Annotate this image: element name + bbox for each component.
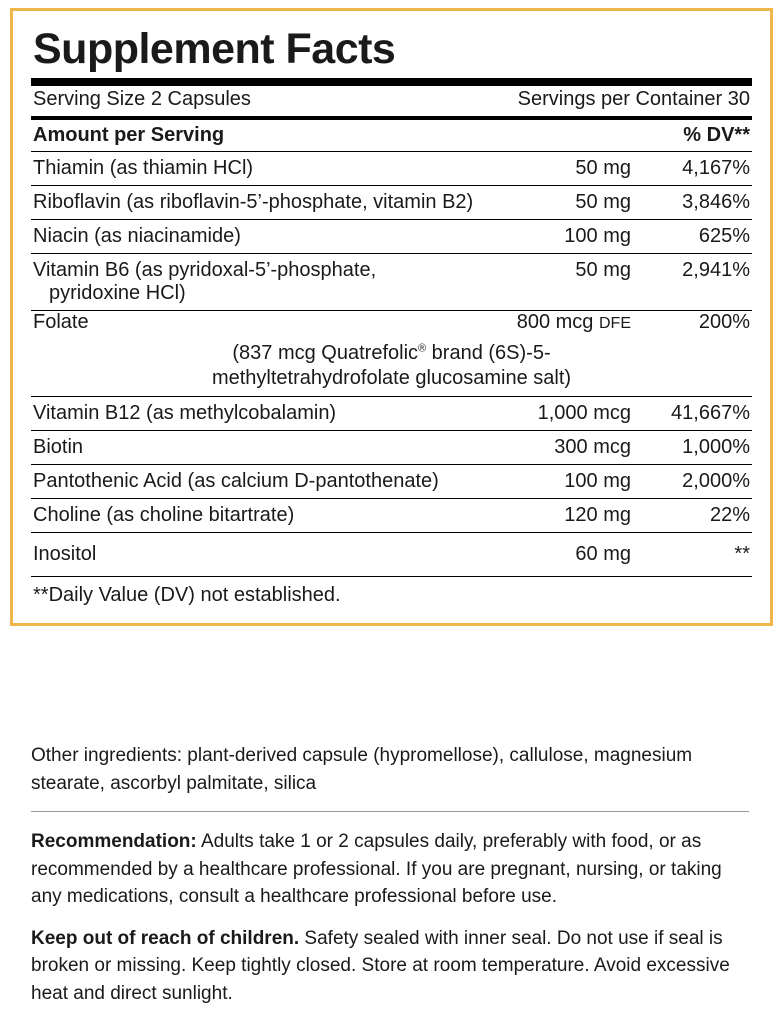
folate-note-line2: methyltetrahydrofolate glucosamine salt) (211, 367, 572, 390)
warning-paragraph (31, 925, 753, 1008)
folate-source-note (31, 336, 752, 397)
table-row (31, 311, 752, 337)
nutrient-name: Biotin (31, 431, 479, 465)
nutrient-dv: 625% (633, 220, 752, 254)
warning-text: Safety sealed with inner seal. Do not use if seal is broken or missing. Keep tightly closed. Store at room temperature. Avoid excessive heat and direct sunlight. (31, 927, 730, 1004)
table-row (31, 152, 752, 186)
nutrient-amount: 50 mg (479, 254, 633, 311)
nutrient-amount: 120 mg (479, 499, 633, 533)
nutrient-amount: 50 mg (479, 152, 633, 186)
nutrient-name: Folate (33, 311, 89, 334)
serving-size-text: Serving Size 2 Capsules (33, 88, 251, 111)
label-body-text (31, 742, 753, 1021)
nutrient-dv: 4,167% (633, 152, 752, 186)
table-row (31, 186, 752, 220)
recommendation-text: Adults take 1 or 2 capsules daily, preferably with food, or as recommended by a healthcare professional. If you are pregnant, nursing, or taking any medications, consult a healthcare professional before use. (31, 831, 722, 908)
table-row (31, 220, 752, 254)
serving-info-row (31, 86, 752, 116)
nutrient-amount-unit: DFE (599, 315, 631, 333)
nutrient-dv: 2,000% (633, 465, 752, 499)
table-row (31, 465, 752, 499)
nutrient-amount: 50 mg (479, 186, 633, 220)
page-title: Supplement Facts (33, 25, 396, 73)
nutrient-amount (479, 311, 633, 337)
table-row (31, 499, 752, 533)
daily-value-footnote: **Daily Value (DV) not established. (33, 584, 341, 607)
registered-trademark-icon: ® (418, 342, 427, 355)
table-row (31, 533, 752, 577)
table-row (31, 254, 752, 311)
recommendation-paragraph (31, 828, 753, 911)
table-row (31, 397, 752, 431)
nutrient-amount-value: 800 mcg (516, 311, 594, 334)
nutrients-table (31, 152, 752, 577)
folate-note-line1: (837 mcg Quatrefolic (232, 342, 419, 365)
supplement-facts-panel (10, 8, 773, 626)
nutrient-name: Niacin (as niacinamide) (31, 220, 479, 254)
nutrient-name: Choline (as choline bitartrate) (31, 499, 479, 533)
nutrient-amount: 100 mg (479, 220, 633, 254)
other-ingredients-text: Other ingredients: plant-derived capsule (hypromellose), callulose, magnesium stearate, ascorbyl palmitate, silica (31, 745, 693, 794)
nutrient-name: Thiamin (as thiamin HCl) (31, 152, 479, 186)
nutrient-name-line2: pyridoxine HCl) (49, 282, 186, 305)
nutrient-amount: 60 mg (479, 533, 633, 577)
nutrient-dv: 200% (698, 311, 750, 334)
nutrient-name: Vitamin B12 (as methylcobalamin) (31, 397, 479, 431)
amount-per-serving-label: Amount per Serving (33, 124, 225, 147)
divider-thick-top (31, 78, 752, 86)
nutrient-name (31, 254, 479, 311)
divider-gray (31, 811, 749, 812)
nutrient-dv: 22% (633, 499, 752, 533)
nutrient-amount: 1,000 mcg (479, 397, 633, 431)
nutrient-name-line1: Vitamin B6 (as pyridoxal-5’-phosphate, (33, 259, 377, 282)
nutrient-dv: 41,667% (633, 397, 752, 431)
table-row-folate-note (31, 336, 752, 397)
daily-value-label: % DV** (683, 124, 750, 147)
nutrient-dv: ** (633, 533, 752, 577)
nutrient-name: Pantothenic Acid (as calcium D-pantothenate) (31, 465, 479, 499)
nutrient-amount: 300 mcg (479, 431, 633, 465)
table-row (31, 431, 752, 465)
warning-label: Keep out of reach of children. (31, 927, 300, 949)
nutrient-name: Riboflavin (as riboflavin-5’-phosphate, vitamin B2) (31, 186, 479, 220)
folate-note-line1b: brand (6S)-5- (426, 342, 551, 365)
nutrient-dv: 2,941% (633, 254, 752, 311)
nutrient-amount: 100 mg (479, 465, 633, 499)
servings-per-container-text: Servings per Container 30 (517, 88, 750, 111)
amount-per-serving-header (31, 120, 752, 151)
nutrient-name: Inositol (31, 533, 479, 577)
nutrient-dv: 1,000% (633, 431, 752, 465)
recommendation-label: Recommendation: (31, 831, 197, 853)
nutrient-dv: 3,846% (633, 186, 752, 220)
